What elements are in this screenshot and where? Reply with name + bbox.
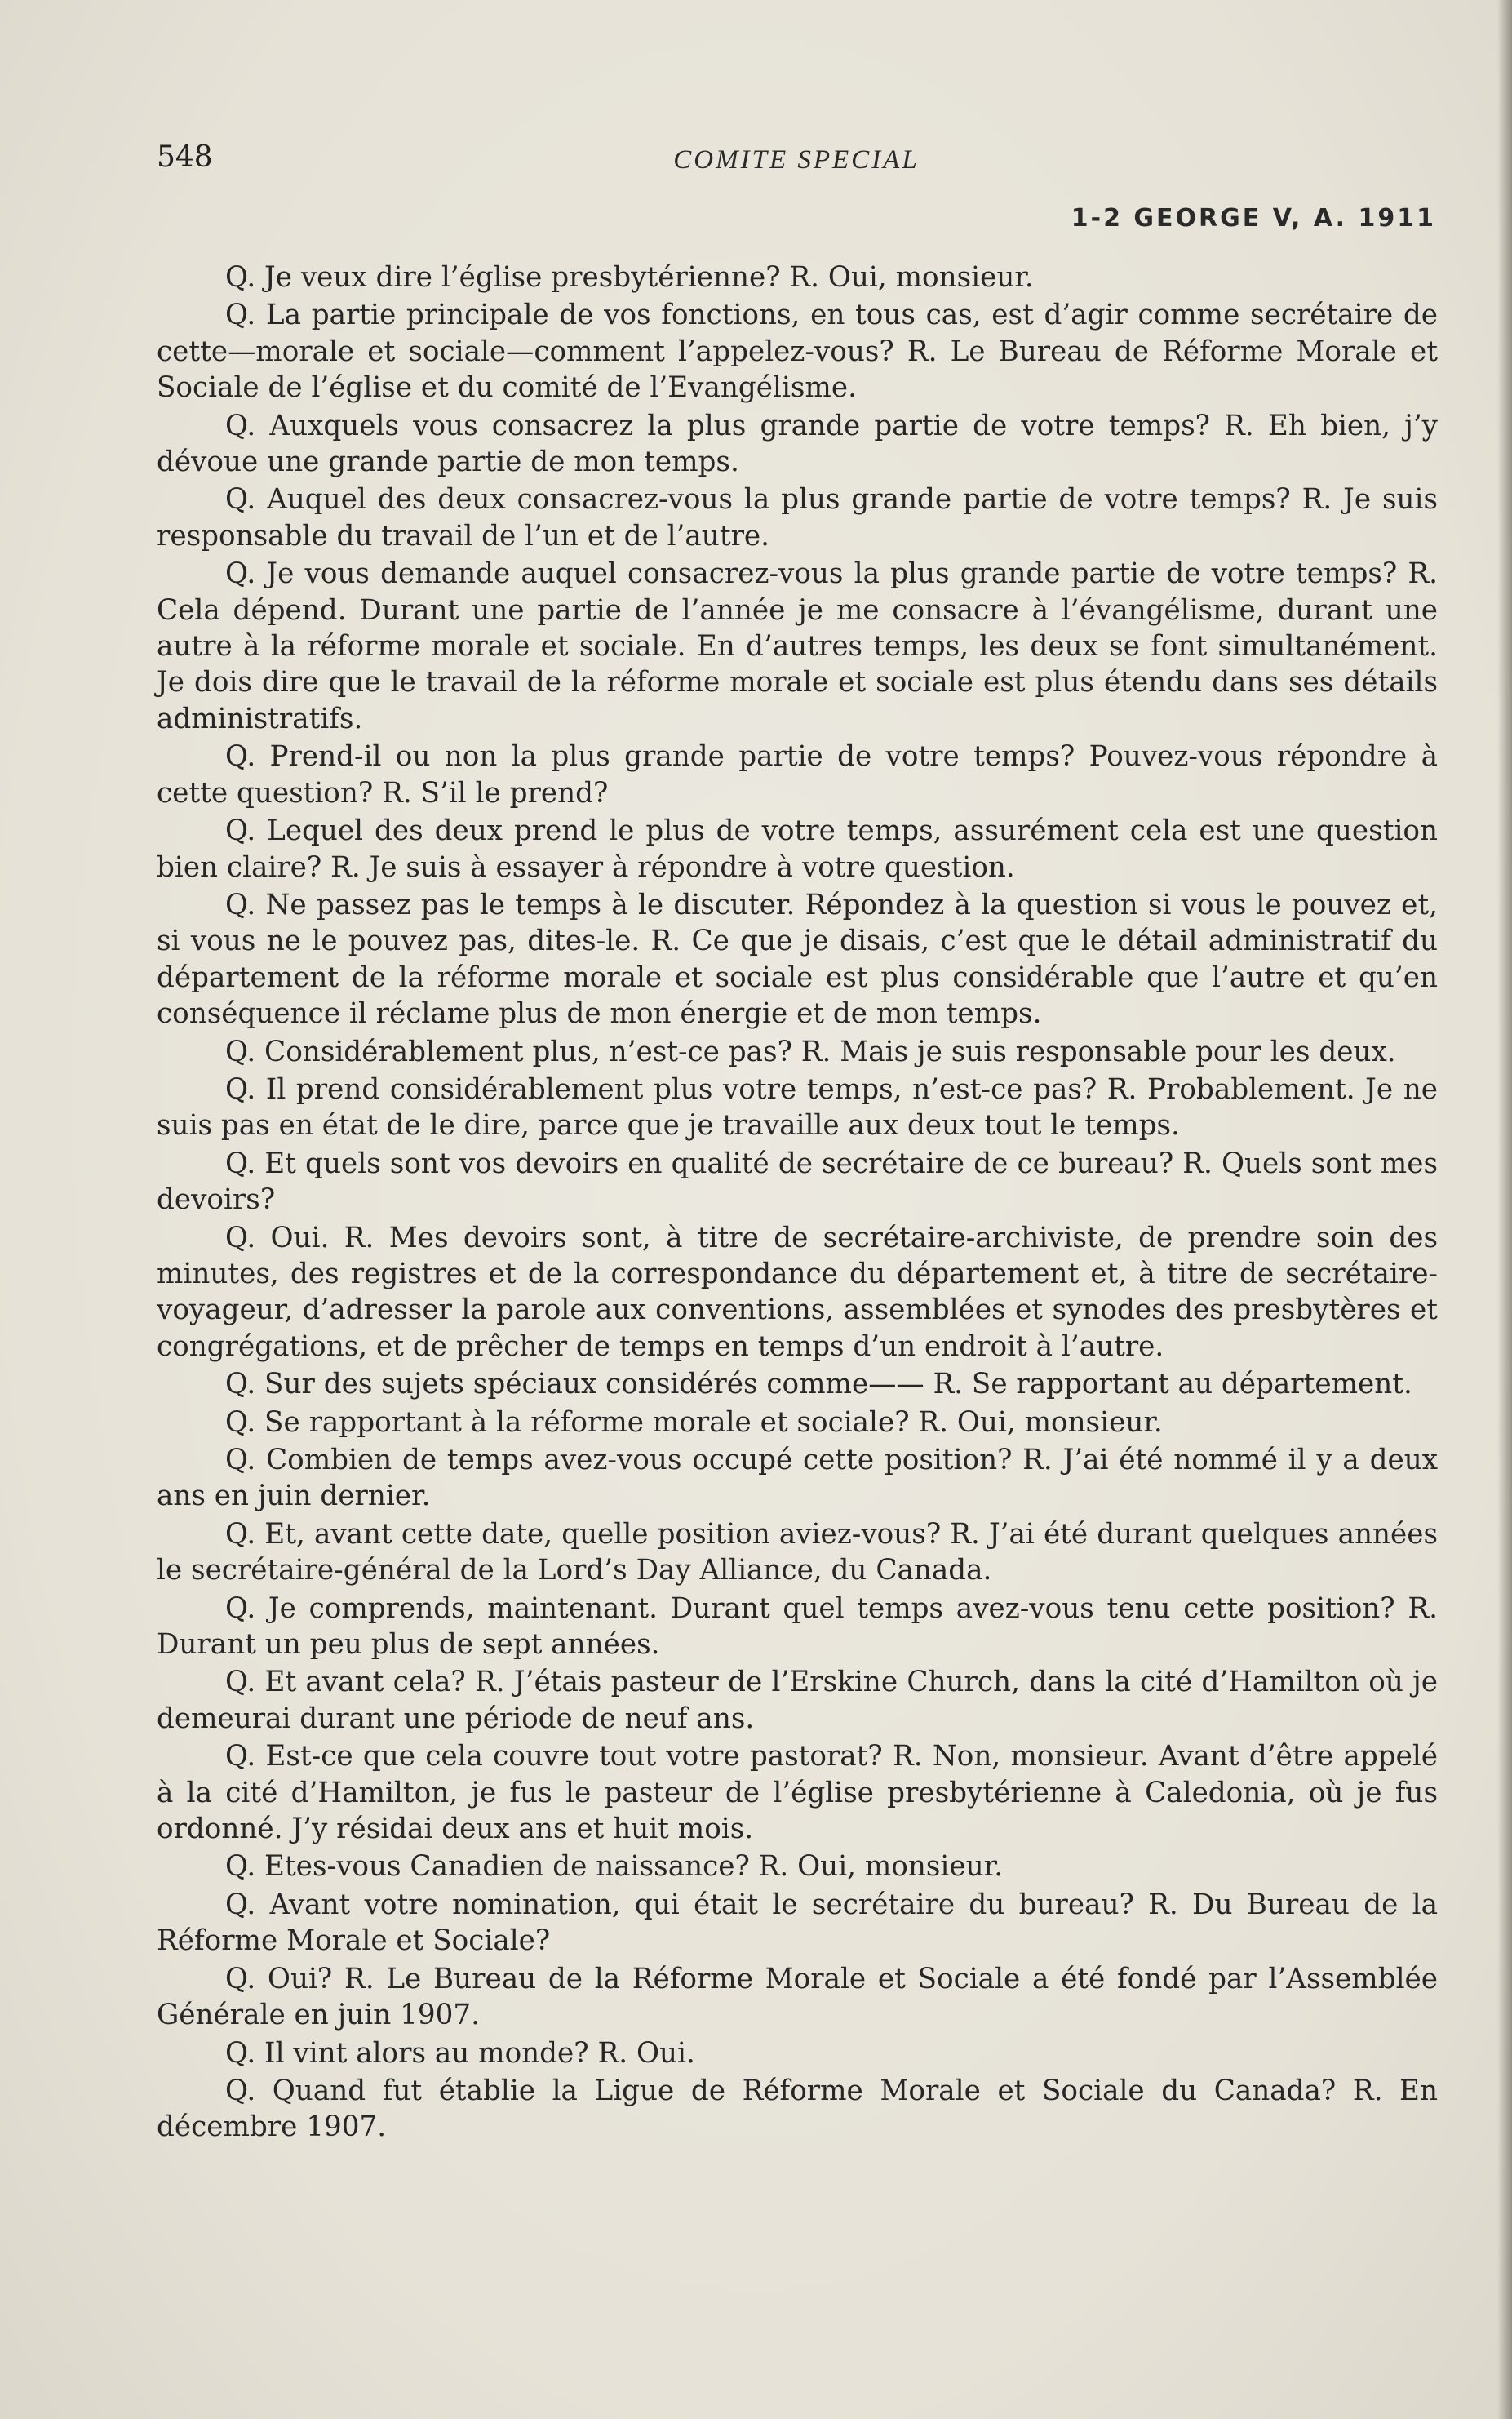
paragraph: Q. Je vous demande auquel consacrez-vous la plus grande partie de votre temps? R. Cela dépend. Durant une partie de l’année je me consacre à l’évangélisme, durant une autre à la réforme morale et sociale. En d’autres temps, les deux se font simultanément. Je dois dire que le travail de la réforme morale et sociale est plus étendu dans ses détails administratifs. [157,557,1438,735]
paragraph: Q. Considérablement plus, n’est-ce pas? R. Mais je suis responsable pour les deux. [225,1035,1396,1068]
paragraph: Q. Auxquels vous consacrez la plus grande partie de votre temps? R. Eh bien, j’y dévoue une grande partie de mon temps. [157,409,1438,479]
page-number: 548 [157,140,213,174]
paragraph: Q. Il vint alors au monde? R. Oui. [225,2036,695,2070]
paragraph: Q. Sur des sujets spéciaux considérés comme—— R. Se rapportant au département. [225,1368,1412,1401]
paragraph: Q. Et avant cela? R. J’étais pasteur de l’Erskine Church, dans la cité d’Hamilton où je demeurai durant une période de neuf ans. [157,1666,1438,1735]
paragraph: Q. Je veux dire l’église presbytérienne? R. Oui, monsieur. [225,261,1034,294]
paragraph: Q. Ne passez pas le temps à le discuter. Répondez à la question si vous le pouvez et, si vous ne le pouvez pas, dites-le. R. Ce que je disais, c’est que le détail administratif du département de la réforme morale et sociale est plus considérable que l’autre et qu’en conséquence il réclame plus de mon énergie et de mon temps. [157,888,1438,1031]
paragraph: Q. Lequel des deux prend le plus de votre temps, assurément cela est une question bien claire? R. Je suis à essayer à répondre à votre question. [157,814,1438,884]
paragraph: Q. Il prend considérablement plus votre temps, n’est-ce pas? R. Probablement. Je ne suis pas en état de le dire, parce que je travaille aux deux tout le temps. [157,1072,1438,1143]
paragraph: Q. Combien de temps avez-vous occupé cette position? R. J’ai été nommé il y a deux ans en juin dernier. [157,1444,1438,1513]
paragraph: Q. Et, avant cette date, quelle position aviez-vous? R. J’ai été durant quelques années le secrétaire-général de la Lord’s Day Alliance, du Canada. [157,1517,1438,1587]
paragraph: Q. Avant votre nomination, qui était le secrétaire du bureau? R. Du Bureau de la Réforme Morale et Sociale? [157,1888,1438,1958]
paragraph: Q. Je comprends, maintenant. Durant quel temps avez-vous tenu cette position? R. Durant un peu plus de sept années. [157,1591,1438,1662]
paragraph: Q. La partie principale de vos fonctions, en tous cas, est d’agir comme secrétaire de cette—morale et sociale—comment l’appelez-vous? R. Le Bureau de Réforme Morale et Sociale de l’église et du comité de l’Evangélisme. [157,299,1438,405]
paragraph: Q. Oui? R. Le Bureau de la Réforme Morale et Sociale a été fondé par l’Assemblée Générale en juin 1907. [157,1962,1438,2032]
paragraph: Q. Oui. R. Mes devoirs sont, à titre de secrétaire-archiviste, de prendre soin des minutes, des registres et de la correspondance du département et, à titre de secrétaire-voyageur, d’adresser la parole aux conventions, assemblées et synodes des presbytères et congrégations, et de prêcher de temps en temps d’un endroit à l’autre. [157,1221,1438,1363]
body-text [157,260,1438,2147]
paragraph: Q. Et quels sont vos devoirs en qualité de secrétaire de ce bureau? R. Quels sont mes devoirs? [157,1147,1438,1217]
page-header [157,140,1436,233]
paragraph: Q. Est-ce que cela couvre tout votre pastorat? R. Non, monsieur. Avant d’être appelé à la cité d’Hamilton, je fus le pasteur de l’église presbytérienne à Caledonia, où je fus ordonné. J’y résidai deux ans et huit mois. [157,1740,1438,1846]
paragraph: Q. Etes-vous Canadien de naissance? R. Oui, monsieur. [225,1850,1004,1884]
running-head: COMITE SPECIAL [673,145,920,175]
paragraph: Q. Prend-il ou non la plus grande partie de votre temps? Pouvez-vous répondre à cette question? R. S’il le prend? [157,740,1438,810]
paragraph: Q. Auquel des deux consacrez-vous la plus grande partie de votre temps? R. Je suis responsable du travail de l’un et de l’autre. [157,483,1438,553]
paragraph: Q. Se rapportant à la réforme morale et sociale? R. Oui, monsieur. [225,1405,1163,1439]
session-reference: 1-2 GEORGE V, A. 1911 [1071,204,1436,233]
paragraph: Q. Quand fut établie la Ligue de Réforme Morale et Sociale du Canada? R. En décembre 1907. [157,2074,1438,2144]
